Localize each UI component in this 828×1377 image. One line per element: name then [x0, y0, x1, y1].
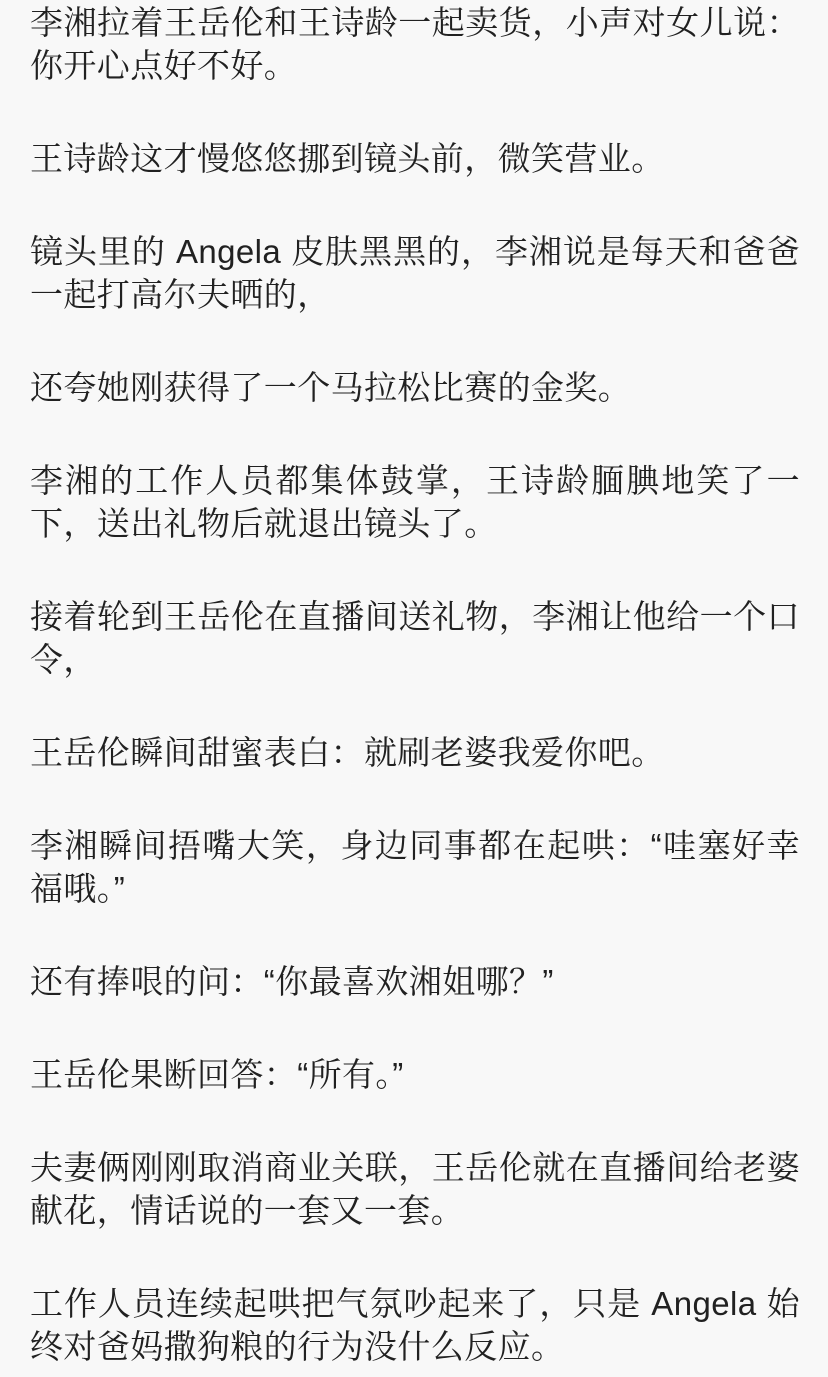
- paragraph: 李湘拉着王岳伦和王诗龄一起卖货，小声对女儿说：你开心点好不好。: [30, 4, 800, 84]
- paragraph: 夫妻俩刚刚取消商业关联，王岳伦就在直播间给老婆献花，情话说的一套又一套。: [30, 1149, 800, 1229]
- paragraph: 王岳伦瞬间甜蜜表白：就刷老婆我爱你吧。: [30, 734, 665, 771]
- paragraph: 接着轮到王岳伦在直播间送礼物，李湘让他给一个口令，: [30, 598, 800, 678]
- paragraph: 王岳伦果断回答：“所有。”: [30, 1056, 404, 1093]
- paragraph: 还夸她刚获得了一个马拉松比赛的金奖。: [30, 369, 632, 406]
- paragraph: 李湘瞬间捂嘴大笑，身边同事都在起哄：“哇塞好幸福哦。”: [30, 827, 800, 907]
- paragraph: 还有捧哏的问：“你最喜欢湘姐哪？”: [30, 963, 554, 1000]
- paragraph: 工作人员连续起哄把气氛吵起来了，只是 Angela 始终对爸妈撒狗粮的行为没什么反应。: [30, 1285, 800, 1365]
- paragraph: 李湘的工作人员都集体鼓掌，王诗龄腼腆地笑了一下，送出礼物后就退出镜头了。: [30, 462, 800, 542]
- paragraph: 王诗龄这才慢悠悠挪到镜头前，微笑营业。: [30, 140, 665, 177]
- paragraph: 镜头里的 Angela 皮肤黑黑的，李湘说是每天和爸爸一起打高尔夫晒的，: [30, 233, 800, 313]
